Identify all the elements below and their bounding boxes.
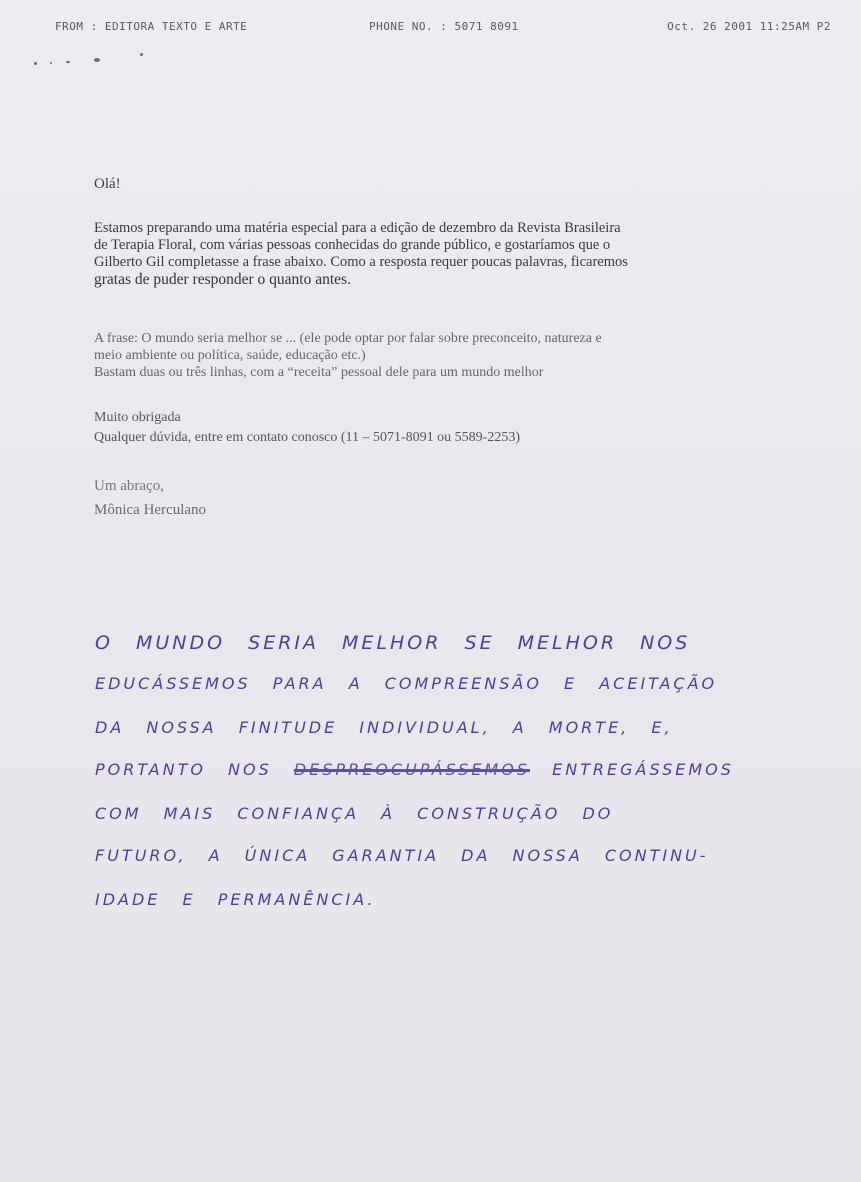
letter-greeting: Olá! <box>94 176 121 192</box>
handwritten-line: DA NOSSA FINITUDE INDIVIDUAL, A MORTE, E, <box>95 718 673 737</box>
handwritten-line: EDUCÁSSEMOS PARA A COMPREENSÃO E ACEITAÇÃO <box>95 674 718 693</box>
letter-signer: Mônica Herculano <box>94 502 207 518</box>
handwritten-phrase: ENTREGÁSSEMOS <box>552 760 734 779</box>
letter-line: Gilberto Gil completasse a frase abaixo. Como a resposta requer poucas palavras, ficaremos <box>94 254 628 270</box>
letter-paragraph-request <box>94 220 734 288</box>
scan-speck <box>140 53 143 56</box>
scan-speck <box>94 58 100 62</box>
letter-line: Qualquer dúvida, entre em contato conosco (11 – 5071-8091 ou 5589-2253) <box>94 430 520 445</box>
letter-line: Muito obrigada <box>94 410 181 425</box>
letter-line: Bastam duas ou três linhas, com a “receita” pessoal dele para um mundo melhor <box>94 365 544 380</box>
handwritten-line: FUTURO, A ÚNICA GARANTIA DA NOSSA CONTINU- <box>95 846 709 865</box>
handwritten-line: O MUNDO SERIA MELHOR SE MELHOR NOS <box>95 632 691 654</box>
handwritten-phrase: PORTANTO NOS <box>95 760 272 779</box>
scan-speck <box>50 62 52 64</box>
letter-line: A frase: O mundo seria melhor se ... (ele pode optar por falar sobre preconceito, natureza e <box>94 331 602 346</box>
scan-speck <box>66 61 70 63</box>
struck-out-word: DESPREOCUPÁSSEMOS <box>293 760 530 779</box>
handwritten-line: IDADE E PERMANÊNCIA. <box>95 890 376 909</box>
handwritten-line: COM MAIS CONFIANÇA À CONSTRUÇÃO DO <box>95 804 614 823</box>
letter-paragraph-contact <box>94 408 520 448</box>
fax-sender: FROM : EDITORA TEXTO E ARTE <box>55 20 248 33</box>
letter-line: meio ambiente ou política, saúde, educação etc.) <box>94 348 366 363</box>
letter-line: de Terapia Floral, com várias pessoas conhecidas do grande público, e gostaríamos que o <box>94 237 611 253</box>
letter-paragraph-phrase <box>94 330 734 381</box>
letter-line: gratas de puder responder o quanto antes. <box>94 271 351 288</box>
fax-header <box>0 20 861 36</box>
letter-line: Estamos preparando uma matéria especial para a edição de dezembro da Revista Brasileira <box>94 220 621 236</box>
scan-speck <box>34 62 37 65</box>
letter-closing: Um abraço, <box>94 478 164 494</box>
fax-date: Oct. 26 2001 11:25AM P2 <box>667 20 831 33</box>
handwritten-line-with-correction <box>95 760 734 779</box>
fax-phone: PHONE NO. : 5071 8091 <box>369 20 519 33</box>
